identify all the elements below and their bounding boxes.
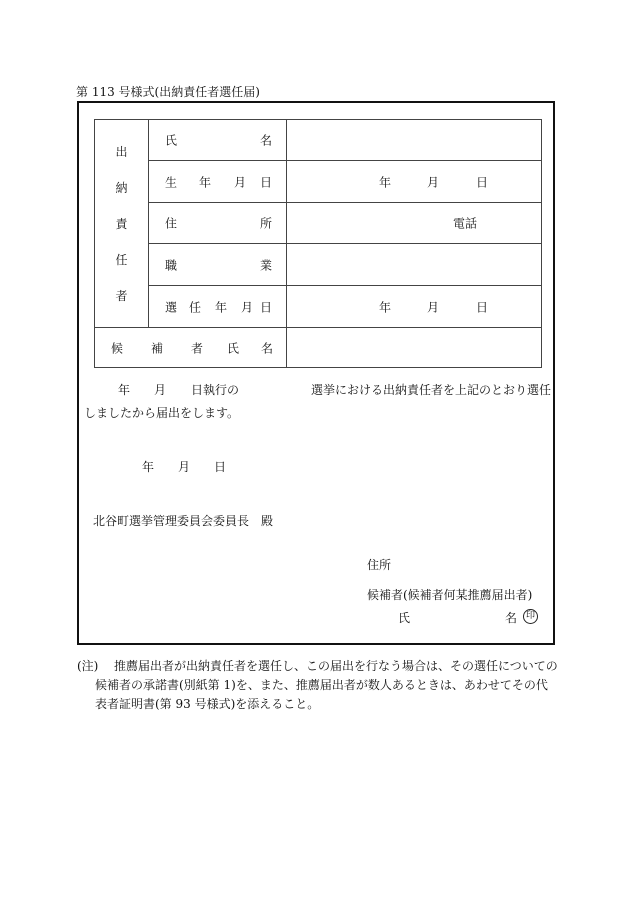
submitter-address-label: 住所 (367, 558, 392, 572)
occupation-label: 職 業 (149, 244, 287, 286)
info-table (94, 119, 542, 368)
appointment-date-field[interactable]: 年 月 日 (287, 286, 542, 328)
name-label: 氏 名 (149, 120, 287, 161)
address-field[interactable] (287, 203, 542, 244)
addressee: 北谷町選挙管理委員会委員長 殿 (93, 514, 274, 528)
candidate-name-label: 候 補 者 氏 名 (95, 328, 287, 368)
phone-label: 電話 (453, 216, 478, 231)
treasurer-side-label: 出 納 責 任 者 (95, 120, 149, 328)
name-field[interactable] (287, 120, 542, 161)
submitter-role: 候補者(候補者何某推薦届出者) (367, 588, 533, 602)
appointment-date-label: 選 任 年 月 日 (149, 286, 287, 328)
birth-date-label: 生 年 月 日 (149, 161, 287, 203)
candidate-name-field[interactable] (287, 328, 542, 368)
address-label: 住 所 (149, 203, 287, 244)
birth-date-field[interactable]: 年 月 日 (287, 161, 542, 203)
form-title: 第 113 号様式(出納責任者選任届) (76, 85, 260, 99)
occupation-field[interactable] (287, 244, 542, 286)
seal-icon: 印 (523, 609, 538, 624)
